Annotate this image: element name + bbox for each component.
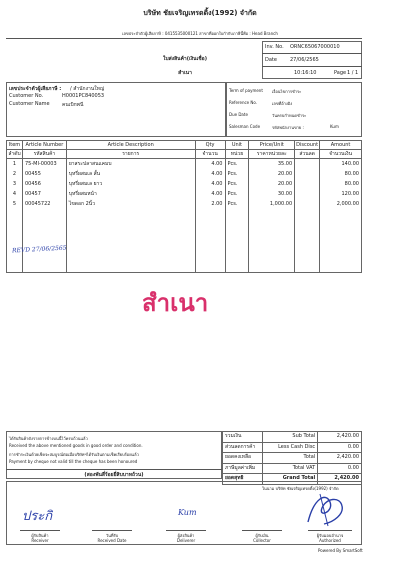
handwritten-received-note: REVD 27/06/2565 [11,244,67,255]
due-date-value: วันครบกำหนดชำระ [272,113,307,118]
total-value: 0.00 [318,442,362,453]
total-label-en: Total VAT [262,463,317,474]
header-article-number-th: รหัสสินค้า [22,150,66,159]
salesman-name: Kum [330,124,339,129]
authorized-label-en: Authorized [319,538,341,543]
deliverer-label-th: ผู้ส่งสินค้า [177,533,195,538]
table-row [7,179,362,189]
row-price: 20.00 [249,169,295,179]
total-label-en: Total [262,453,317,464]
signature-line-deliverer [166,530,206,531]
header-description: Article Description [66,141,195,150]
signature-line-received-date [92,530,132,531]
receiver-label-en: Receiver [31,538,49,543]
signature-line-receiver [20,530,60,531]
customer-name-label: Customer Name [9,101,50,107]
note-en-2: Payment by cheque not valid till the cheque has been honoured [9,459,138,464]
tax-line: เลขประจำตัวผู้เสียภาษี : 0415535000121 สาขาที่ออกใบกำกับภาษีนี้คือ : Head Branch [122,31,278,36]
row-item: 5 [7,199,23,209]
row-item: 2 [7,169,23,179]
row-amount: 120.00 [320,189,362,199]
note-th-1: ได้รับสินค้าดังรายการข้างบนนี้ไว้ครบถ้วนแล้ว [9,436,88,441]
row-amount: 80.00 [320,169,362,179]
total-value: 2,420.00 [318,432,362,443]
note-en-1: Received the above mentioned goods in good order and condition. [9,443,143,448]
header-row-en [7,141,362,150]
powered-by: Powered By SmartSoft [318,548,363,553]
row-item: 1 [7,159,23,170]
row-unit: Pcs. [225,159,249,170]
row-code: 00045722 [22,199,66,209]
header-price: Price/Unit [249,141,295,150]
row-qty: 4.00 [195,169,225,179]
company-name: บริษัท ชัยเจริญเทรดดิ้ง(1992) จำกัด [143,9,257,17]
total-row-total [223,453,362,464]
header-row-th [7,150,362,159]
header-item: Item [7,141,23,150]
reference-value: เลขที่อ้างอิง [272,101,293,106]
row-description: ยาสระปลาสนแคมบ [66,159,195,170]
authorized-label-th: ผู้รับมอบอำนาจ [316,533,344,538]
total-label-th: ยอดสุทธิ [223,474,263,485]
row-code: 00457 [22,189,66,199]
note-th-2: การชำระเงินด้วยเช็คจะสมบูรณ์ต่อเมื่อบริษัทฯได้รับเงินตามเช็คเรียบร้อยแล้ว [9,452,139,457]
header-qty: Qty [195,141,225,150]
total-label-en: Sub Total [262,432,317,443]
signature-line-authorized [308,530,352,531]
row-qty: 4.00 [195,179,225,189]
items-table [6,140,362,273]
copy-label: สำเนา [178,70,192,76]
customer-code-label: Customer No. [9,93,44,99]
row-description: บุหรี่ผสมหน้า [66,189,195,199]
header-divider [6,38,362,39]
row-item: 4 [7,189,23,199]
signature-line-collector [242,530,282,531]
header-price-th: ราคาหน่วยละ [249,150,295,159]
customer-branch: / สำนักงานใหญ่ [70,86,105,92]
total-value: 2,420.00 [318,453,362,464]
table-row [7,159,362,170]
row-price: 35.00 [249,159,295,170]
salesman-label: Salesman Code [229,124,261,129]
page-label: Page : [334,70,350,76]
row-discount [295,189,320,199]
inv-label: Inv. No. [265,44,284,50]
total-label-th: รวมเงิน [223,432,263,443]
amount-words-divider [6,469,222,470]
header-unit-th: หน่วย [225,150,249,159]
amount-in-words: (สองพันสี่ร้อยยี่สิบบาทถ้วน) [84,472,144,478]
total-row-vat [223,463,362,474]
total-value: 2,420.00 [318,474,362,485]
header-amount: Amount [320,141,362,150]
header-discount: Discount [296,142,319,148]
date-value: 27/06/2565 [290,57,319,63]
inv-value: ORNC65067000010 [290,44,340,50]
row-amount: 140.00 [320,159,362,170]
header-description-th: รายการ [66,150,195,159]
received-date-label-en: Received Date [97,538,127,543]
total-label-th: ภาษีมูลค่าเพิ่ม [223,463,263,474]
row-description: บุหรี่ผสมเล ยาว [66,179,195,189]
row-discount [295,199,320,209]
collector-label-en: Collector [253,538,271,543]
deliverer-signature: Kum [178,508,197,517]
authorized-signature-mark [300,488,348,528]
salesman-value: รหัสพนักงานขาย : [272,125,304,130]
customer-code-value: H0001PC840053 [62,93,105,99]
row-price: 20.00 [249,179,295,189]
payment-label: Term of payment [229,88,263,93]
table-row [7,169,362,179]
row-code: 75-MI-00003 [22,159,66,170]
signature-company-line: ในนาม บริษัท ชัยเจริญเทรดดิ้ง(1992) จำกัด [262,486,339,491]
table-row [7,199,362,209]
payment-value: เงื่อนไขการชำระ [272,89,302,94]
customer-name-value: คนเบิกพนี [62,102,84,108]
table-filler-row [7,209,362,273]
row-item: 3 [7,179,23,189]
row-description: ไขดอก 2นิ้ว [66,199,195,209]
received-date-label-th: วันที่รับ [105,533,119,538]
page-value: 1 / 1 [347,70,359,76]
row-qty: 4.00 [195,189,225,199]
totals-table [222,431,362,485]
row-price: 1,000.00 [249,199,295,209]
collector-label-th: ผู้รับเงิน [255,533,269,538]
total-row-subtotal [223,432,362,443]
copy-stamp: สำเนา [142,289,209,317]
invoice-info-divider [262,53,362,54]
receiver-label-th: ผู้รับสินค้า [31,533,49,538]
deliverer-label-en: Deliverer [176,538,196,543]
total-label-en: Grand Total [262,474,317,485]
reference-label: Reference No. [229,100,258,105]
row-unit: Pcs. [225,169,249,179]
row-discount [295,179,320,189]
row-qty: 4.00 [195,159,225,170]
total-row-discount [223,442,362,453]
row-amount: 2,000.00 [320,199,362,209]
invoice-info-divider [262,66,362,67]
row-code: 00456 [22,179,66,189]
header-unit: Unit [225,141,249,150]
row-qty: 2.00 [195,199,225,209]
customer-tax-label: เลขประจำตัวผู้เสียภาษี : [9,86,62,92]
row-discount [295,169,320,179]
total-label-th: ยอดคงเหลือ [223,453,263,464]
receiver-signature: ประกิ [22,509,53,524]
row-amount: 80.00 [320,179,362,189]
row-unit: Pcs. [225,189,249,199]
document-title: ใบส่งสินค้า(เงินเชื่อ) [163,56,207,62]
table-row [7,189,362,199]
header-amount-th: จำนวนเงิน [320,150,362,159]
total-label-en: Less Cash Disc [262,442,317,453]
row-unit: Pcs. [225,199,249,209]
header-qty-th: จำนวน [195,150,225,159]
row-discount [295,159,320,170]
row-price: 30.00 [249,189,295,199]
total-value: 0.00 [318,463,362,474]
header-article-number: Article Number [22,141,66,150]
row-unit: Pcs. [225,179,249,189]
header-discount-th: ส่วนลด [295,150,320,159]
row-description: บุหรี่ผสมเล สั้น [66,169,195,179]
due-date-label: Due Date [229,112,248,117]
header-item-th: ลำดับ [8,151,21,157]
row-code: 00455 [22,169,66,179]
total-label-th: ส่วนลดการค้า [223,442,263,453]
time-value: 10:16:10 [294,70,317,76]
date-label: Date [265,57,277,63]
